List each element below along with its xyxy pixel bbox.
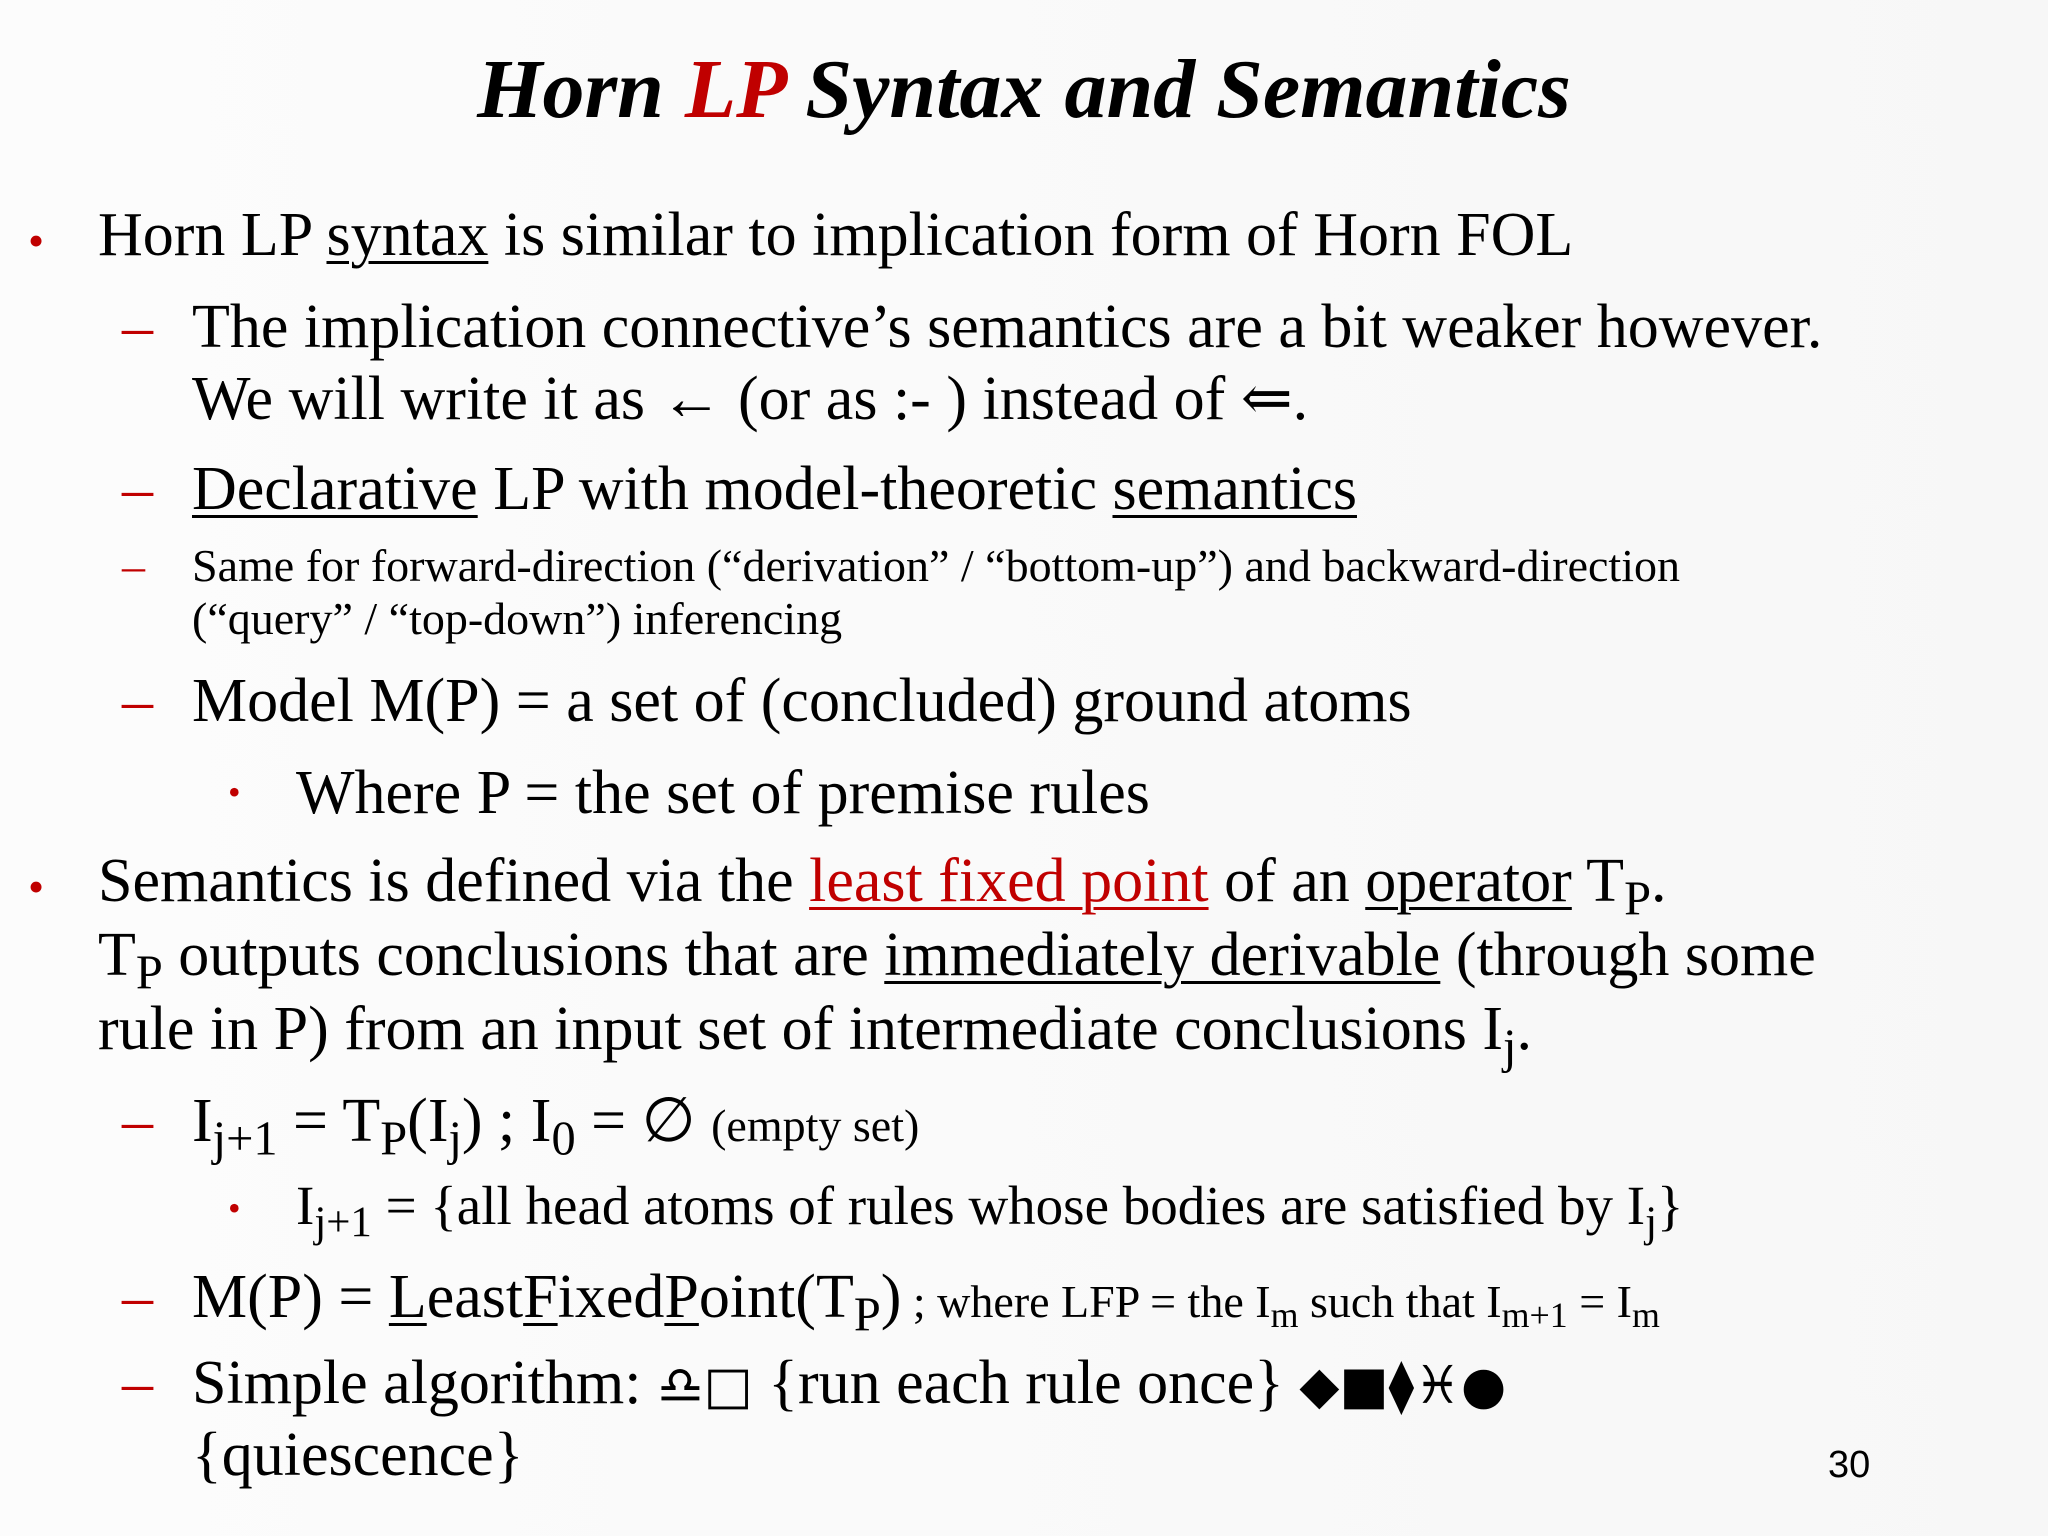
title-part-lp: LP [684, 43, 785, 136]
text-segment: T [1571, 847, 1625, 915]
bullet-dot: • [228, 772, 241, 812]
subscript: P [135, 946, 163, 1000]
term-operator: operator [1365, 847, 1572, 915]
subscript: j [1503, 1020, 1517, 1074]
page-number: 30 [1828, 1444, 1871, 1486]
dash-marker: – [122, 540, 145, 591]
title-part-rest: Syntax and Semantics [784, 43, 1571, 136]
text-segment: = T [277, 1087, 381, 1155]
text-segment: M(P) = [192, 1263, 389, 1331]
dash-marker: – [122, 1087, 153, 1155]
term-least-fixed-point: least fixed point [809, 847, 1209, 915]
dash-marker: – [122, 1263, 153, 1331]
text-segment: Horn LP [98, 201, 327, 269]
text-segment: east [426, 1263, 524, 1331]
text-segment: rule in P) from an input set of intermediate conclusions I [98, 995, 1503, 1063]
garbled-symbols-until: ◆■⧫♓● [1299, 1356, 1507, 1416]
subbullet-simple-algorithm-line2: {quiescence} [192, 1421, 524, 1489]
subscript: m [1270, 1295, 1299, 1336]
subscript: 0 [551, 1112, 576, 1166]
text-segment: = I [1567, 1276, 1632, 1327]
subscript: P [380, 1112, 408, 1166]
underlined-letter: L [388, 1263, 427, 1331]
bullet-dot: • [228, 1188, 241, 1228]
term-syntax: syntax [326, 201, 489, 269]
subbullet-iteration [192, 1087, 920, 1166]
title-part-horn: Horn [477, 43, 685, 136]
text-segment: is similar to implication form of Horn FOL [488, 201, 1574, 269]
text-segment: outputs conclusions that are [162, 921, 885, 989]
text-segment: ) ; I [461, 1087, 552, 1155]
text-segment: T [98, 921, 136, 989]
dash-marker: – [122, 293, 153, 361]
dash-marker: – [122, 667, 153, 735]
bullet-semantics-line2 [98, 921, 1816, 1000]
dash-marker: – [122, 455, 153, 523]
subscript: j+1 [314, 1199, 372, 1246]
subscript: j [448, 1112, 462, 1166]
text-segment: ; where LFP = the I [901, 1276, 1271, 1327]
subbullet-declarative [192, 455, 1357, 523]
subscript: m+1 [1501, 1295, 1568, 1336]
text-segment: {run each rule once} [752, 1349, 1300, 1417]
bullet-dot: • [28, 215, 45, 266]
underlined-letter: P [664, 1263, 699, 1331]
subscript: P [1624, 872, 1651, 926]
subbullet-simple-algorithm [192, 1349, 1507, 1417]
text-segment: (empty set) [711, 1100, 920, 1151]
subsubbullet-premise-rules: Where P = the set of premise rules [296, 759, 1150, 827]
subbullet-lfp [192, 1263, 1660, 1342]
underlined-letter: F [523, 1263, 558, 1331]
term-semantics: semantics [1112, 455, 1357, 523]
text-segment: = ∅ [575, 1087, 712, 1155]
text-segment: ) [880, 1263, 902, 1331]
subbullet-implication-line2: We will write it as ← (or as :- ) instead of ⇐. [192, 365, 1309, 433]
garbled-symbols-do: ♎□ [656, 1356, 753, 1416]
subscript: m [1631, 1295, 1660, 1336]
term-declarative: Declarative [192, 455, 478, 523]
bullet-semantics-line1 [98, 847, 1667, 926]
subsubbullet-head-atoms [296, 1175, 1684, 1246]
lfp-note [901, 1276, 1660, 1336]
text-segment: LP with model-theoretic [477, 455, 1113, 523]
bullet-horn-lp-syntax [98, 201, 1574, 269]
subbullet-forward-backward-line1: Same for forward-direction (“derivation” / “bottom-up”) and backward-direction [192, 540, 1680, 591]
subscript: j+1 [212, 1112, 278, 1166]
term-immediately-derivable: immediately derivable [884, 921, 1441, 989]
text-segment: = {all head atoms of rules whose bodies are satisfied by I [371, 1175, 1646, 1236]
text-segment: ixed [557, 1263, 665, 1331]
subbullet-model: Model M(P) = a set of (concluded) ground atoms [192, 667, 1412, 735]
text-segment: . [1650, 847, 1667, 915]
bullet-semantics-line3 [98, 995, 1532, 1074]
text-segment: Simple algorithm: [192, 1349, 657, 1417]
text-segment: . [1516, 995, 1532, 1063]
slide-title [0, 42, 2048, 138]
text-segment: (through some [1440, 921, 1816, 989]
text-segment: I [296, 1175, 315, 1236]
text-segment: of an [1208, 847, 1366, 915]
subscript: j [1645, 1199, 1658, 1246]
text-segment: oint(T [698, 1263, 854, 1331]
text-segment: (I [407, 1087, 449, 1155]
subscript: P [853, 1288, 881, 1342]
text-segment: } [1657, 1175, 1684, 1236]
subbullet-implication-line1: The implication connective’s semantics are a bit weaker however. [192, 293, 1823, 361]
bullet-dot: • [28, 861, 45, 912]
subbullet-forward-backward-line2: (“query” / “top-down”) inferencing [192, 593, 843, 644]
text-segment: Semantics is defined via the [98, 847, 810, 915]
text-segment: I [192, 1087, 213, 1155]
dash-marker: – [122, 1349, 153, 1417]
text-segment: such that I [1298, 1276, 1502, 1327]
